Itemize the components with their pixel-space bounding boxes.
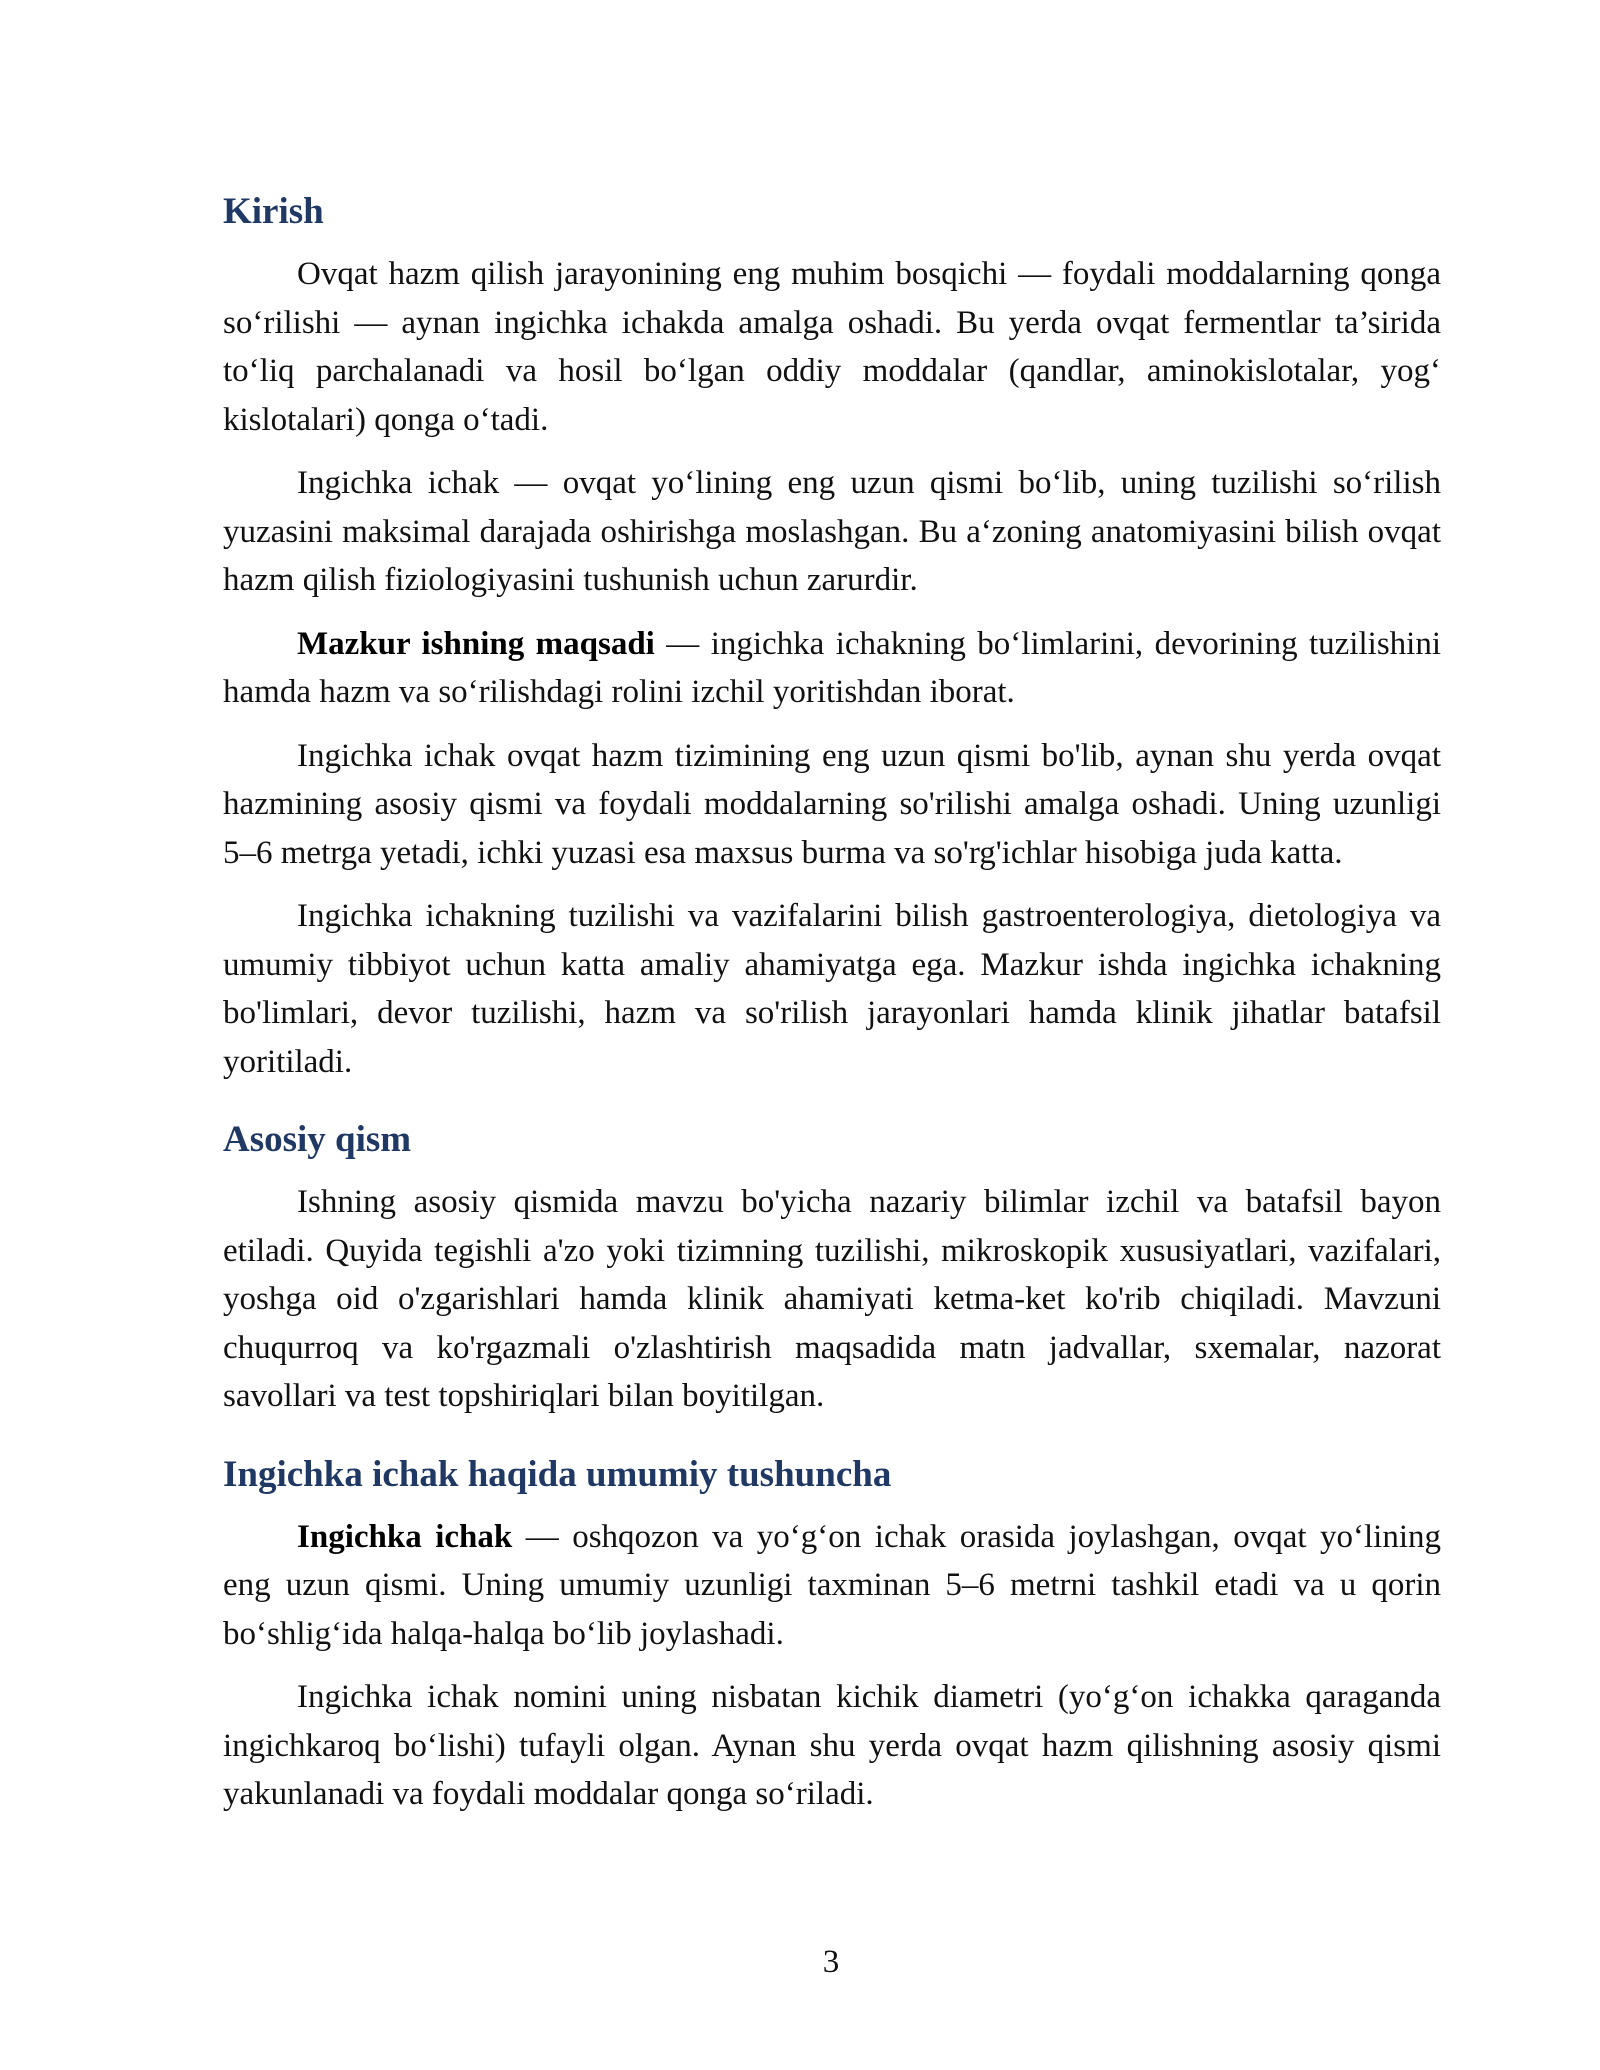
section-heading-asosiy-qism: Asosiy qism [223,1119,412,1160]
page-number: 3 [822,1944,840,1980]
paragraph [223,620,1441,717]
section-heading-kirish: Kirish [223,191,324,232]
paragraph-text: — ingichka ichakning bo‘limlarini, devorining tuzilishini hamda hazm va so‘rilishdagi rolini izchil yoritishdan iborat. [223,625,1441,710]
page-content [223,186,1441,1834]
paragraph-text: Ishning asosiy qismida mavzu bo'yicha nazariy bilimlar izchil va batafsil bayon etiladi. Quyida tegishli a'zo yoki tizimning tuzilishi, mikroskopik xususiyatlari, vazifalari, yoshga oid o'zgarishlari hamda klinik ahamiyati ketma-ket ko'rib chiqiladi. Mavzuni chuqurroq va ko'rgazmali o'zlashtirish maqsadida matn jadvallar, sxemalar, nazorat savollari va test topshiriqlari bilan boyitilgan. [223,1184,1441,1414]
paragraph-text: Ingichka ichak nomini uning nisbatan kichik diametri (yo‘g‘on ichakka qaraganda ingichkaroq bo‘lishi) tufayli olgan. Aynan shu yerda ovqat hazm qilishning asosiy qismi yakunlanadi va foydali moddalar qonga so‘riladi. [223,1679,1441,1812]
paragraph [223,1178,1441,1421]
paragraph-text: Ovqat hazm qilish jarayonining eng muhim bosqichi — foydali moddalarning qonga so‘rilishi — aynan ingichka ichakda amalga oshadi. Bu yerda ovqat fermentlar ta’sirida to‘liq parchalanadi va hosil bo‘lgan oddiy moddalar (qandlar, aminokislotalar, yog‘ kislotalari) qonga o‘tadi. [223,256,1441,438]
paragraph [223,732,1441,878]
paragraph [223,892,1441,1086]
paragraph-text: Ingichka ichak ovqat hazm tizimining eng uzun qismi bo'lib, aynan shu yerda ovqat hazmining asosiy qismi va foydali moddalarning so'rilishi amalga oshadi. Uning uzunligi 5–6 metrga yetadi, ichki yuzasi esa maxsus burma va so'rg'ichlar hisobiga juda katta. [223,737,1441,871]
paragraph-bold-lead: Mazkur ishning maqsadi [297,625,655,662]
paragraph [223,459,1441,605]
paragraph [223,1513,1441,1659]
paragraph-text: Ingichka ichak — ovqat yo‘lining eng uzun qismi bo‘lib, uning tuzilishi so‘rilish yuzasini maksimal darajada oshirishga moslashgan. Bu a‘zoning anatomiyasini bilish ovqat hazm qilish fiziologiyasini tushunish uchun zarurdir. [223,465,1441,598]
paragraph [223,1673,1441,1819]
paragraph [223,250,1441,444]
paragraph-text: — oshqozon va yo‘g‘on ichak orasida joylashgan, ovqat yo‘lining eng uzun qismi. Uning umumiy uzunligi taxminan 5–6 metrni tashkil etadi va u qorin bo‘shlig‘ida halqa-halqa bo‘lib joylashadi. [223,1518,1441,1652]
paragraph-bold-lead: Ingichka ichak [297,1518,513,1555]
paragraph-text: Ingichka ichakning tuzilishi va vazifalarini bilish gastroenterologiya, dietologiya va umumiy tibbiyot uchun katta amaliy ahamiyatga ega. Mazkur ishda ingichka ichakning bo'limlari, devor tuzilishi, hazm va so'rilish jarayonlari hamda klinik jihatlar batafsil yoritiladi. [223,898,1441,1080]
section-heading-umumiy-tushuncha: Ingichka ichak haqida umumiy tushuncha [223,1453,892,1495]
